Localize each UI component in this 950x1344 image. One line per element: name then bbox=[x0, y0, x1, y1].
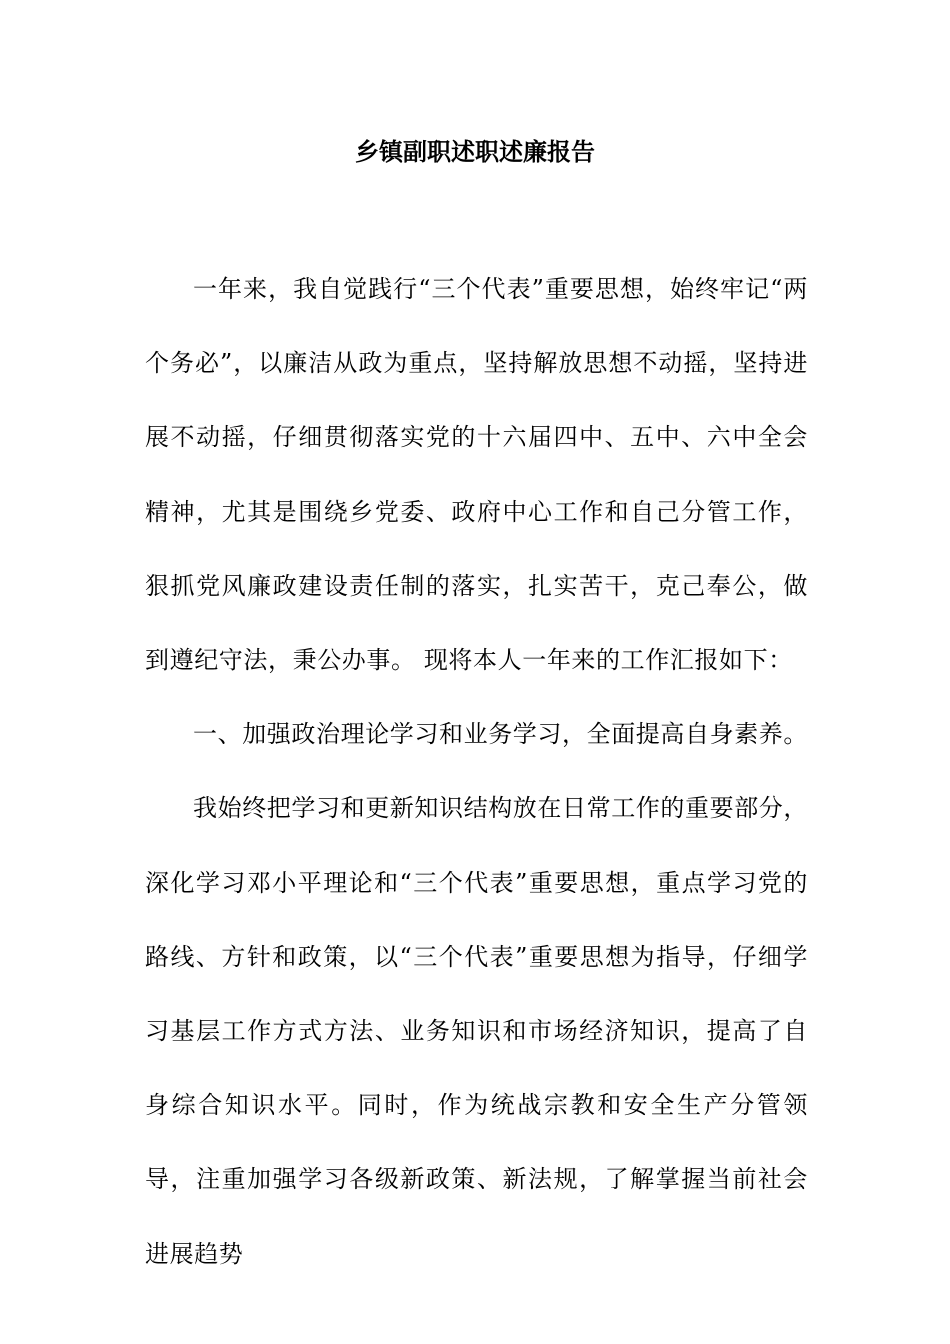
document-title: 乡镇副职述职述廉报告 bbox=[355, 137, 595, 166]
section-heading-1: 一、加强政治理论学习和业务学习，全面提高自身素养。 bbox=[193, 720, 808, 749]
document-body bbox=[145, 252, 808, 1291]
paragraph-study: 我始终把学习和更新知识结构放在日常工作的重要部分，深化学习邓小平理论和“三个代表”重要思想，重点学习党的路线、方针和政策，以“三个代表”重要思想为指导，仔细学习基层工作方式方法、业务知识和市场经济知识，提高了自身综合知识水平。同时，作为统战宗教和安全生产分管领导，注重加强学习各级新政策、新法规，了解掌握当前社会进展趋势 bbox=[145, 794, 808, 1268]
paragraph-intro: 一年来，我自觉践行“三个代表”重要思想，始终牢记“两个务必”，以廉洁从政为重点，坚持解放思想不动摇，坚持进展不动摇，仔细贯彻落实党的十六届四中、五中、六中全会精神，尤其是围绕乡党委、政府中心工作和自己分管工作，狠抓党风廉政建设责任制的落实，扎实苦干，克己奉公，做到遵纪守法，秉公办事。 现将本人一年来的工作汇报如下： bbox=[145, 275, 808, 675]
